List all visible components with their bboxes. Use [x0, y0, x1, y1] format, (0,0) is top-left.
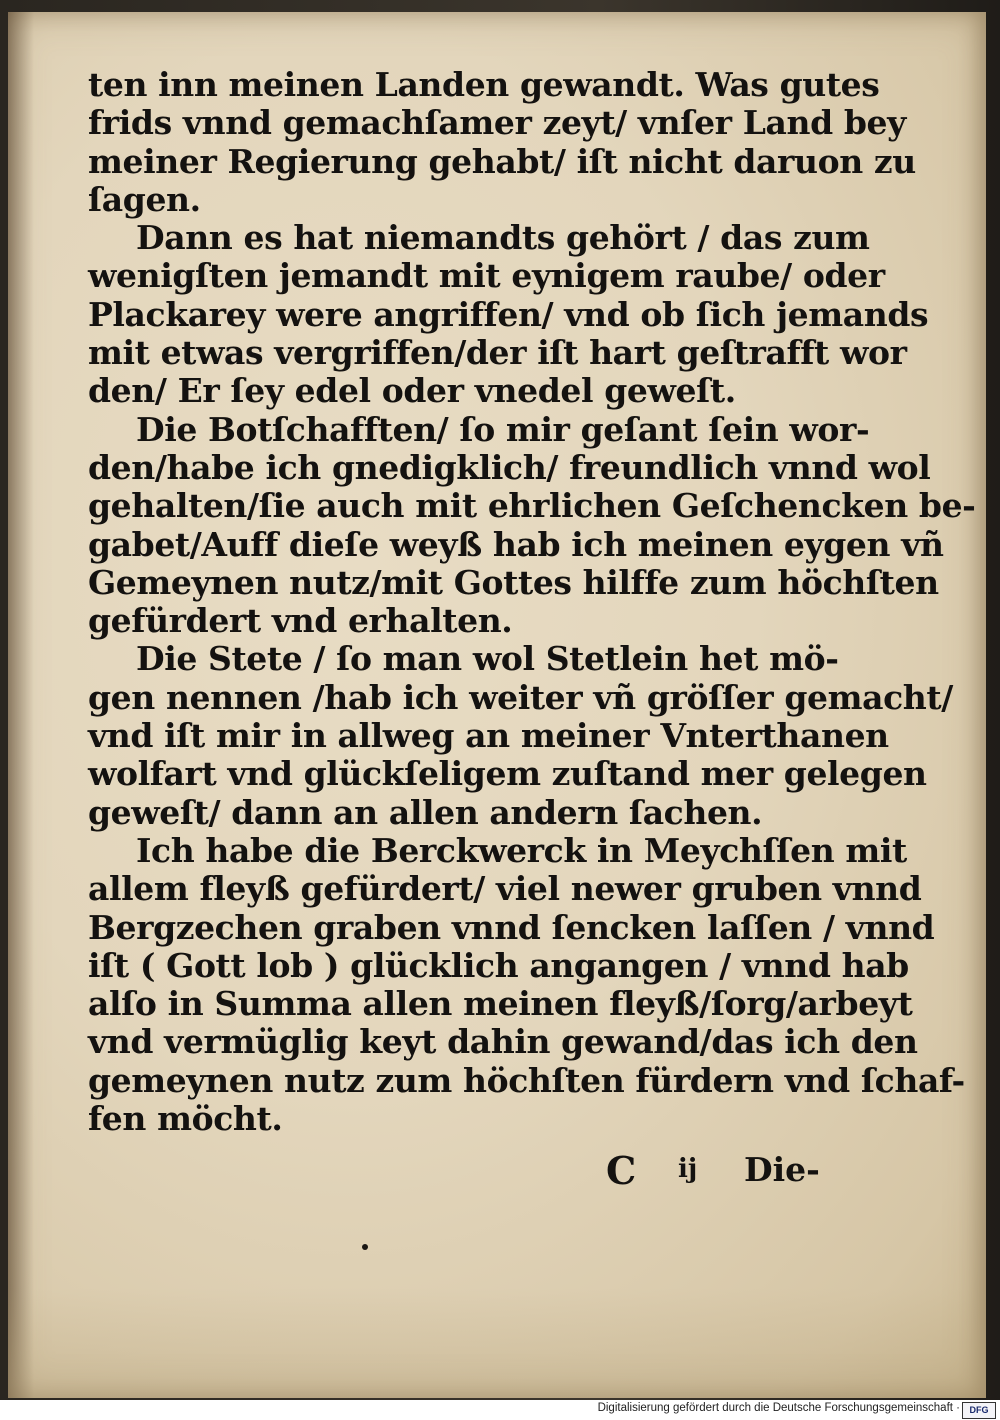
text-line: den/ Er ſey edel oder vnedel geweſt. — [88, 371, 736, 411]
catchword: Die- — [744, 1150, 820, 1189]
text-line: fen möcht. — [88, 1099, 283, 1139]
text-line: iſt ( Gott lob ) glücklich angangen / vnnd hab — [88, 945, 909, 985]
text-line: gabet/Auff dieſe weyß hab ich meinen eygen vñ — [88, 524, 944, 564]
text-line: mit etwas vergriffen/der iſt hart geſtrafft wor — [88, 333, 907, 373]
text-line: meiner Regierung gehabt/ iſt nicht daruon zu — [88, 141, 916, 181]
text-line: gemeynen nutz zum höchſten fürdern vnd ſchaf- — [88, 1060, 965, 1100]
text-line: Die Botſchafften/ ſo mir geſant ſein wor- — [136, 409, 870, 449]
funding-credit: Digitalisierung gefördert durch die Deutsche Forschungsgemeinschaft · — [597, 1402, 960, 1414]
page-discoloration — [8, 1288, 986, 1398]
text-line: ten inn meinen Landen gewandt. Was gutes — [88, 65, 880, 104]
text-line: Dann es hat niemandts gehört / das zum — [136, 218, 870, 258]
text-line: gehalten/ſie auch mit ehrlichen Geſchencken be- — [88, 486, 976, 526]
signature-number: ij — [678, 1154, 698, 1184]
page-text-block — [88, 65, 976, 1139]
text-line: vnd vermüglig keyt dahin gewand/das ich den — [88, 1022, 918, 1062]
text-line: Plackarey were angriffen/ vnd ob ſich jemands — [88, 294, 929, 334]
text-line: wenigſten jemandt mit eynigem raube/ oder — [88, 256, 885, 296]
text-line: frids vnnd gemachſamer zeyt/ vnſer Land bey — [88, 103, 906, 143]
text-line: alſo in Summa allen meinen fleyß/ſorg/arbeyt — [88, 984, 913, 1024]
text-line: vnd iſt mir in allweg an meiner Vnterthanen — [88, 716, 889, 756]
text-line: Die Stete / ſo man wol Stetlein het mö- — [136, 639, 839, 679]
signature-mark: C — [606, 1148, 637, 1193]
text-line: Ich habe die Berckwerck in Meychſſen mit — [136, 830, 907, 870]
signature-line — [596, 1148, 836, 1192]
dfg-logo-icon: DFG — [962, 1402, 996, 1419]
text-line: allem fleyß gefürdert/ viel newer gruben vnnd — [88, 869, 922, 909]
text-line: gen nennen /hab ich weiter vñ gröſſer gemacht/ — [88, 677, 953, 717]
ink-speck — [362, 1244, 368, 1250]
text-line: geweſt/ dann an allen andern ſachen. — [88, 792, 763, 832]
text-line: wolfart vnd glückſeligem zuſtand mer gelegen — [88, 754, 927, 794]
text-line: den/habe ich gnedigklich/ freundlich vnnd wol — [88, 447, 931, 487]
text-line: Gemeynen nutz/mit Gottes hilffe zum höchſten — [88, 562, 939, 602]
text-line: Bergzechen graben vnnd ſencken laſſen / vnnd — [88, 907, 935, 947]
text-line: ſagen. — [88, 179, 201, 219]
footer-bar — [0, 1400, 1000, 1420]
text-line: gefürdert vnd erhalten. — [88, 601, 513, 641]
